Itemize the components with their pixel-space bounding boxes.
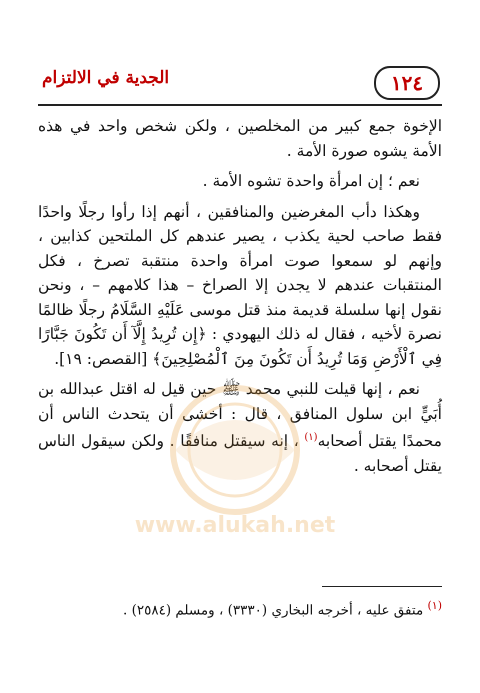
watermark-text: www.alukah.net — [134, 513, 336, 538]
paragraph-4-text-after: ، إنه سيقتل منافقًا . ولكن سيقول الناس يقتل أصحابه . — [38, 432, 442, 475]
paragraph-2: نعم ؛ إن امرأة واحدة تشوه الأمة . — [202, 172, 420, 190]
paragraph-4-text-before: نعم ، إنها قيلت للنبي محمد ﷺ حين قيل له اقتل عبدالله بن أُبَيٍّ ابن سلول المنافق ، قال : أخشى أن يتحدث الناس أن محمدًا يقتل أصحابه — [38, 380, 442, 451]
page-body — [38, 114, 442, 484]
footnote-divider — [322, 586, 442, 587]
paragraph-3: وهكذا دأب المغرضين والمنافقين ، أنهم إذا رأوا رجلًا واحدًا فقط صاحب لحية يكذب ، يصير عندهم كل الملتحين كذابين ، وإنهم لو سمعوا صوت امرأة واحدة منتقبة تصرخ ، فكل المنتقبات عندهم لا يجدن إلا الصراخ – هذا كلامهم – ، ونحن نقول إنها سلسلة قديمة منذ قتل موسى عَلَيْهِ السَّلَامُ رجلًا ظالمًا نصرة لأخيه ، فقال له ذلك اليهودي : ﴿إِن تُرِيدُ إِلَّآ أَن تَكُونَ جَبَّارًا فِي ٱلْأَرْضِ وَمَا تُرِيدُ أَن تَكُونَ مِنَ ٱلْمُصْلِحِينَ﴾ [القصص: ١٩]. — [38, 202, 442, 368]
paragraph-4 — [38, 377, 442, 478]
running-title: الجدية في الالتزام — [42, 68, 170, 88]
footnote-text: متفق عليه ، أخرجه البخاري (٣٣٣٠) ، ومسلم (٢٥٨٤) . — [122, 602, 424, 619]
page-number: ١٢٤ — [374, 66, 440, 100]
footnote-mark: (١) — [427, 599, 442, 612]
paragraph-1: الإخوة جمع كبير من المخلصين ، ولكن شخص واحد في هذه الأمة يشوه صورة الأمة . — [38, 117, 442, 160]
footnote-reference[interactable]: (١) — [304, 432, 318, 443]
page-header — [38, 58, 442, 106]
footnote — [38, 596, 442, 621]
